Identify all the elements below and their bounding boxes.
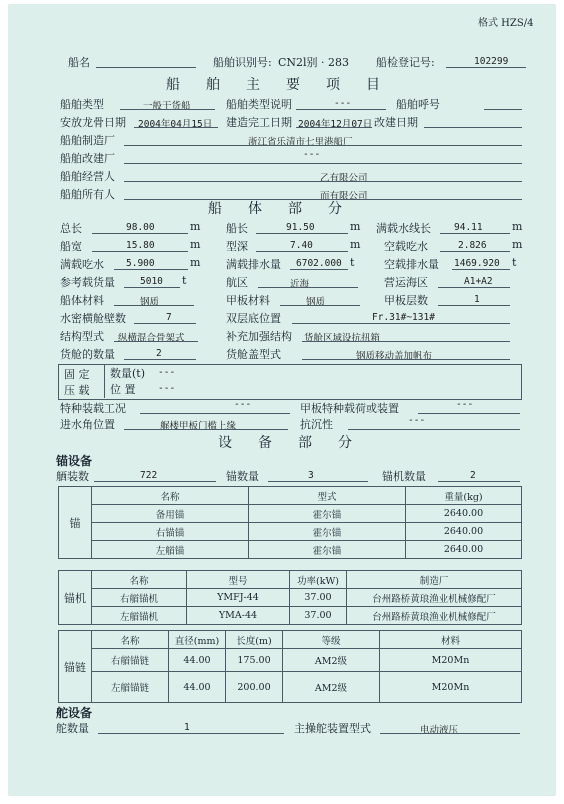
rudder-title: 舵设备 [56,706,93,720]
chain-header-length: 长度(m) [226,631,283,649]
certificate-page [8,4,556,796]
full-draft-label: 满载吃水 [60,258,104,271]
ballast-fixed: 固 定 [64,368,90,381]
lwl-unit: m [512,220,523,233]
keel-line [134,127,218,128]
windlass-table [58,570,522,625]
special-label: 特种装载工况 [60,402,126,415]
rudder-count-label: 舵数量 [56,722,89,735]
reinforce-value: 货舱区域设抗扭箱 [304,333,381,344]
special-line [140,413,290,414]
ballast-qty-label: 数量(t) [110,367,146,380]
light-draft-unit: m [512,238,523,251]
chain-cell: 175.00 [226,649,283,672]
double-bottom-line [292,323,510,324]
deck-load-label: 甲板特种载荷或装置 [300,402,399,415]
deck-mat-value: 钢质 [306,297,326,308]
outfit-number-line [94,481,216,482]
full-draft-value: 5.900 [126,258,155,269]
op-area-label: 营运海区 [384,276,428,289]
loa-unit: m [190,220,201,233]
sink-line [348,429,520,430]
double-bottom-value: Fr.31#~131# [372,312,435,323]
built-value: 2004年12月07日 [298,119,373,130]
windlass-side-label: 锚机 [59,571,92,625]
chain-header-name: 名称 [92,631,169,649]
builder-line [124,145,522,146]
rebuilder-line [124,163,522,164]
type-line [120,109,215,110]
light-draft-line [440,251,510,252]
sink-label: 抗沉性 [300,418,333,431]
chain-cell: AM2级 [283,649,380,672]
table-row [59,505,522,523]
chain-cell: 左艏锚链 [92,672,169,703]
windlass-cell: 左艏锚机 [92,607,187,625]
op-area-value: A1+A2 [464,276,493,287]
nav-line [258,287,358,288]
anchor-cell: 霍尔锚 [249,505,406,523]
depth-unit: m [350,238,361,251]
op-area-line [438,287,510,288]
anchor-cell: 霍尔锚 [249,541,406,559]
deck-layers-value: 1 [474,294,480,305]
ballast-qty-value: --- [158,367,176,378]
table-row [59,589,522,607]
full-disp-value: 6702.000 [296,258,342,269]
reg-value: 102299 [474,56,509,67]
anchor-cell: 备用锚 [92,505,249,523]
ship-name-line [96,67,196,68]
lbp-value: 91.50 [286,222,315,233]
chain-header-material: 材料 [380,631,522,649]
bulkheads-line [134,323,196,324]
double-bottom-label: 双层底位置 [226,312,281,325]
light-disp-value: 1469.920 [454,258,500,269]
nav-label: 航区 [226,276,248,289]
id-value: CN2l别 · 283 [278,56,350,69]
deck-load-line [418,413,520,414]
anchor-header-name: 名称 [92,487,249,505]
sink-value: --- [408,415,426,426]
anchor-cell: 2640.00 [406,541,522,559]
chain-cell: 右艏锚链 [92,649,169,672]
lwl-value: 94.11 [454,222,483,233]
chain-side-label: 锚链 [59,631,92,703]
table-row [59,649,522,672]
ref-load-line [124,287,180,288]
anchor-table [58,486,522,559]
anchor-count-line [268,481,368,482]
full-disp-label: 满载排水量 [226,258,281,271]
chain-cell: M20Mn [380,649,522,672]
type-desc-value: --- [334,98,352,109]
call-line [484,109,522,110]
operator-line [124,181,522,182]
rebuilder-value: --- [303,149,321,160]
type-label: 船舶类型 [60,98,104,111]
depth-label: 型深 [226,240,248,253]
full-disp-line [290,269,348,270]
anchor-count-label: 锚数量 [226,470,259,483]
steering-type-line [380,733,520,734]
steering-type-value: 电动液压 [420,725,459,736]
ballast-pressure: 压 载 [64,384,90,397]
builder-label: 船舶制造厂 [60,134,115,147]
loa-label: 总长 [60,222,82,235]
beam-value: 15.80 [126,240,155,251]
windlass-cell: 37.00 [290,589,347,607]
windlass-cell: YMFJ-44 [187,589,290,607]
call-label: 船舶呼号 [396,98,440,111]
chain-cell: 200.00 [226,672,283,703]
holds-line [124,359,196,360]
built-label: 建造完工日期 [226,116,292,129]
ref-load-value: 5010 [140,276,163,287]
windlass-header-maker: 制造厂 [347,571,522,589]
full-draft-unit: m [190,256,201,269]
windlass-cell: 右艏锚机 [92,589,187,607]
steering-type-label: 主操舵装置型式 [294,722,371,735]
rebuilder-label: 船舶改建厂 [60,152,115,165]
hull-mat-label: 船体材料 [60,294,104,307]
depth-value: 7.40 [290,240,313,251]
anchor-cell: 右锚锚 [92,523,249,541]
lwl-label: 满载水线长 [376,222,431,235]
holds-label: 货舱的数量 [60,348,115,361]
anchor-cell: 左艏锚 [92,541,249,559]
beam-line [92,251,188,252]
type-value: 一般干货船 [143,101,191,112]
anchor-title: 锚设备 [56,454,93,468]
lbp-line [256,233,348,234]
structure-label: 结构型式 [60,330,104,343]
keel-value: 2004年04月15日 [138,119,213,130]
structure-line [114,341,198,342]
light-draft-value: 2.826 [458,240,487,251]
ref-load-label: 参考载货量 [60,276,115,289]
flood-line [124,429,288,430]
outfit-number-label: 舾装数 [56,470,89,483]
chain-cell: 44.00 [169,672,226,703]
windlass-count-line [438,481,520,482]
builder-value: 浙江省乐清市七里港船厂 [248,137,353,148]
section-equipment: 设备部分 [218,435,378,451]
flood-label: 进水角位置 [60,418,115,431]
hatch-label: 货舱盖型式 [226,348,281,361]
windlass-count-value: 2 [470,470,476,481]
deck-mat-label: 甲板材料 [226,294,270,307]
keel-label: 安放龙骨日期 [60,116,126,129]
windlass-header-power: 功率(kW) [290,571,347,589]
hatch-line [302,359,510,360]
lbp-label: 船长 [226,222,248,235]
table-row [59,672,522,703]
id-label: 船舶识别号: [213,56,272,69]
chain-table [58,630,522,703]
deck-layers-line [438,305,510,306]
ref-load-unit: t [182,274,187,287]
chain-cell: AM2级 [283,672,380,703]
built-line [296,127,372,128]
special-value: --- [234,399,252,410]
windlass-header-name: 名称 [92,571,187,589]
reg-line [446,67,526,68]
rebuild-line [424,127,522,128]
lwl-line [440,233,510,234]
type-desc-label: 船舶类型说明 [226,98,292,111]
table-row [59,523,522,541]
loa-value: 98.00 [126,222,155,233]
windlass-header-model: 型号 [187,571,290,589]
chain-header-diameter: 直径(mm) [169,631,226,649]
rudder-count-value: 1 [184,722,190,733]
owner-value: 而有限公司 [320,191,368,202]
table-row [59,541,522,559]
ballast-pos-value: --- [158,383,176,394]
windlass-cell: 台州路桥黄琅渔业机械修配厂 [347,607,522,625]
owner-label: 船舶所有人 [60,188,115,201]
beam-label: 船宽 [60,240,82,253]
outfit-number-value: 722 [140,470,158,481]
anchor-cell: 2640.00 [406,523,522,541]
anchor-count-value: 3 [308,470,314,481]
reinforce-label: 补充加强结构 [226,330,292,343]
full-draft-line [114,269,188,270]
lbp-unit: m [350,220,361,233]
light-disp-label: 空载排水量 [384,258,439,271]
flood-value: 艉楼甲板门槛上缘 [160,421,237,432]
table-row [59,607,522,625]
bulkheads-value: 7 [166,312,172,323]
windlass-cell: 37.00 [290,607,347,625]
light-disp-unit: t [512,256,517,269]
reinforce-line [302,341,510,342]
full-disp-unit: t [350,256,355,269]
section-hull: 船体部分 [208,201,368,217]
hull-mat-value: 钢质 [140,297,160,308]
type-desc-line [296,109,386,110]
bulkheads-label: 水密横舱壁数 [60,312,126,325]
holds-value: 2 [156,348,162,359]
anchor-header-type: 型式 [249,487,406,505]
hull-mat-line [114,305,194,306]
ballast-pos-label: 位 置 [110,383,136,396]
form-code: 格式 HZS/4 [478,18,534,29]
depth-line [256,251,348,252]
chain-cell: 44.00 [169,649,226,672]
rudder-count-line [98,733,284,734]
windlass-count-label: 锚机数量 [382,470,426,483]
anchor-cell: 2640.00 [406,505,522,523]
reg-label: 船检登记号: [376,56,435,69]
section-main: 船舶主要项目 [166,77,406,93]
operator-label: 船舶经营人 [60,170,115,183]
light-draft-label: 空载吃水 [384,240,428,253]
windlass-cell: YMA-44 [187,607,290,625]
chain-cell: M20Mn [380,672,522,703]
deck-mat-line [280,305,360,306]
anchor-header-weight: 重量(kg) [406,487,522,505]
hatch-value: 钢质移动盖加帆布 [356,351,433,362]
anchor-side-label: 锚 [59,487,92,559]
deck-load-value: --- [456,399,474,410]
operator-value: 乙有限公司 [320,173,368,184]
chain-header-grade: 等级 [283,631,380,649]
beam-unit: m [190,238,201,251]
structure-value: 纵横混合骨架式 [118,333,185,344]
windlass-cell: 台州路桥黄琅渔业机械修配厂 [347,589,522,607]
ship-name-label: 船名 [68,56,90,69]
light-disp-line [452,269,510,270]
rebuild-label: 改建日期 [374,116,418,129]
loa-line [92,233,188,234]
deck-layers-label: 甲板层数 [384,294,428,307]
anchor-cell: 霍尔锚 [249,523,406,541]
nav-value: 近海 [290,279,310,290]
